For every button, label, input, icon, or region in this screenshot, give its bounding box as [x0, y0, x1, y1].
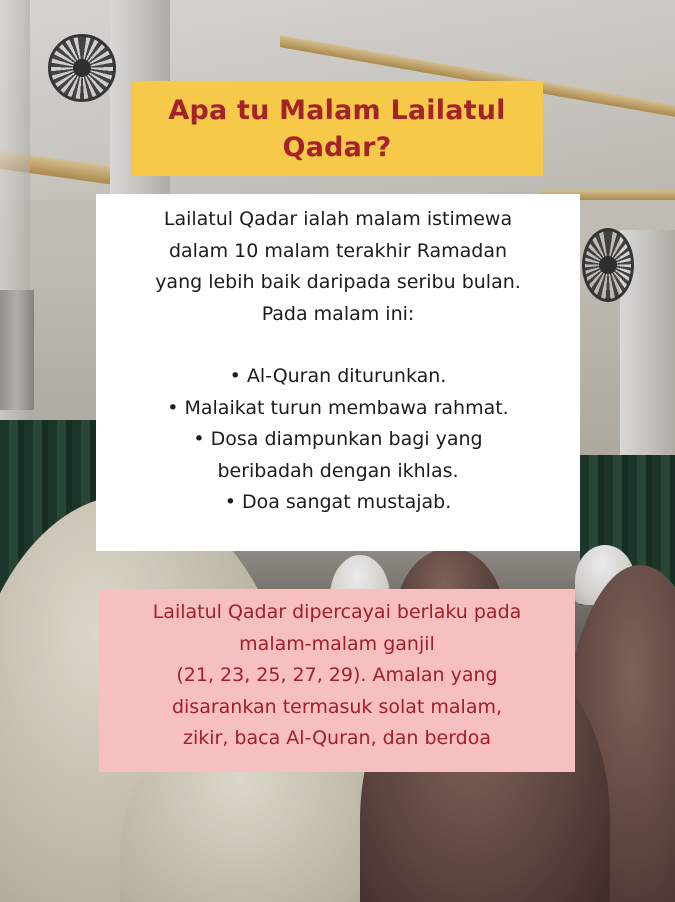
bullet-icon: •	[229, 365, 241, 387]
note-line: (21, 23, 25, 27, 29). Amalan yang	[176, 664, 498, 686]
note-line: disarankan termasuk solat malam,	[171, 695, 503, 718]
intro-line: Lailatul Qadar ialah malam istimewa	[163, 208, 513, 230]
bullet-icon: •	[224, 491, 236, 513]
bullet-text: Dosa diampunkan bagi yang	[210, 428, 483, 450]
intro-line: dalam 10 malam terakhir Ramadan	[168, 239, 508, 262]
bullet-text: Al-Quran diturunkan.	[246, 365, 447, 387]
bullet-item	[110, 487, 566, 519]
bullet-icon: •	[167, 396, 179, 419]
intro-line: yang lebih baik daripada seribu bulan.	[155, 271, 521, 293]
bullet-text: Malaikat turun membawa rahmat.	[184, 396, 509, 419]
info-card	[96, 194, 580, 551]
bullet-list	[110, 361, 566, 519]
note-line: Lailatul Qadar dipercayai berlaku pada	[152, 601, 522, 623]
page-title: Apa tu Malam Lailatul Qadar?	[168, 94, 506, 163]
bullet-text: Doa sangat mustajab.	[241, 491, 452, 513]
note-line: malam-malam ganjil	[239, 632, 435, 655]
bullet-item	[110, 393, 566, 425]
title-card	[131, 81, 543, 176]
note-card	[99, 589, 575, 772]
intro-line: Pada malam ini:	[261, 302, 415, 325]
bullet-item	[110, 424, 566, 456]
note-line: zikir, baca Al-Quran, dan berdoa	[183, 727, 491, 749]
bullet-continuation: beribadah dengan ikhlas.	[217, 459, 459, 482]
bullet-icon: •	[193, 428, 205, 450]
spacer	[110, 330, 566, 361]
bullet-item	[110, 361, 566, 393]
